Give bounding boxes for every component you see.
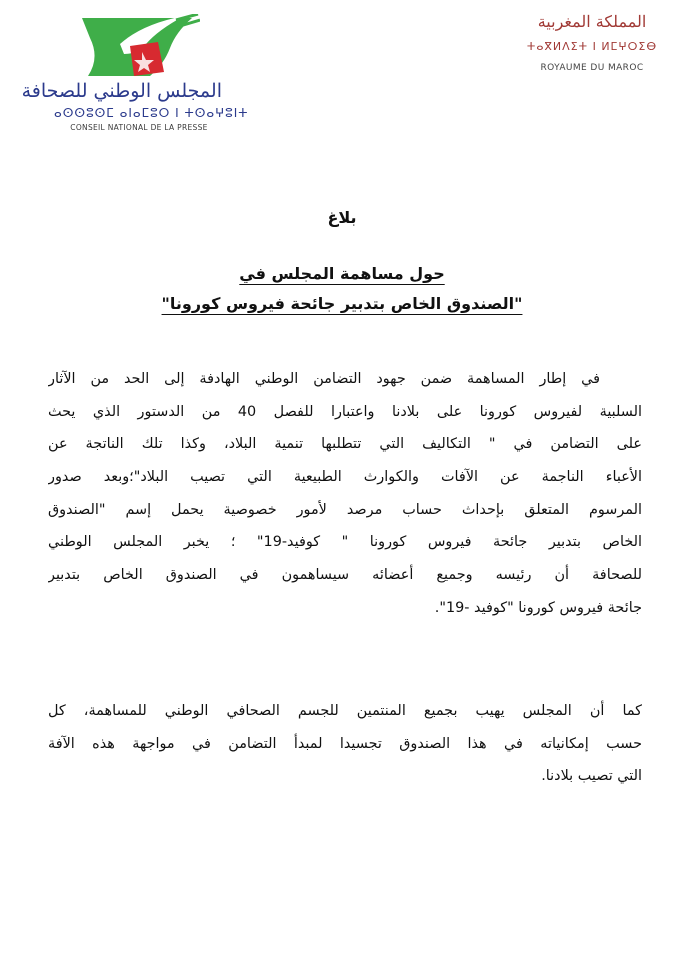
kingdom-french-name: ROYAUME DU MAROC xyxy=(540,63,644,73)
paragraph-2-line: حسب إمكانياته في هذا الصندوق تجسيدا لمبدأ التضامن في مواجهة هذه الآفة xyxy=(48,735,642,752)
document-subtitle-line-2: "الصندوق الخاص بتدبير جائحة فيروس كورونا" xyxy=(161,294,523,313)
paragraph-1-line: للصحافة أن رئيسه وجميع أعضائه سيساهمون في الصندوق الخاص بتدبير xyxy=(48,567,642,584)
paragraph-2-line: التي تصيب بلادنا. xyxy=(541,768,642,785)
cnp-emblem-icon xyxy=(80,14,200,86)
cnp-arabic-name: المجلس الوطني للصحافة xyxy=(21,80,222,102)
kingdom-header xyxy=(522,10,662,80)
paragraph-1-line: المرسوم المتعلق بإحداث حساب مرصد لأمور خصوصية يحمل إسم "الصندوق xyxy=(48,501,642,518)
document-title: بلاغ xyxy=(327,208,357,227)
kingdom-arabic-name: المملكة المغربية xyxy=(537,12,647,31)
paragraph-2 xyxy=(48,695,642,793)
paragraph-1-line: الخاص بتدبير جائحة فيروس كورونا " كوفيد-19" ؛ يخبر المجلس الوطني xyxy=(48,534,642,551)
paragraph-1-line: في إطار المساهمة ضمن جهود التضامن الوطني الهادفة إلى الحد من الآثار xyxy=(48,371,600,387)
paragraph-1-line: جائحة فيروس كورونا "كوفيد -19". xyxy=(434,599,642,616)
document-subtitle-line-1: حول مساهمة المجلس في xyxy=(239,264,445,283)
paragraph-1-line: على التضامن في " التكاليف التي تتطلبها تنمية البلاد، وكذا تلك الناتجة عن xyxy=(48,436,642,453)
paragraph-1-line: الأعباء الناجمة عن الآفات والكوارث الطبيعية التي تصيب البلاد"؛وبعد صدور xyxy=(48,469,642,486)
paragraph-1 xyxy=(48,363,642,625)
cnp-french-name: CONSEIL NATIONAL DE LA PRESSE xyxy=(70,123,208,132)
cnp-logo xyxy=(21,10,249,140)
paragraph-1-line: السلبية لفيروس كورونا على بلادنا واعتبارا للفصل 40 من الدستور الذي يحث xyxy=(48,403,642,420)
kingdom-tifinagh-name: ⵜⴰⴳⵍⴷⵉⵜ ⵏ ⵍⵎⵖⵔⵉⴱ xyxy=(526,40,658,53)
cnp-tifinagh-name: ⴰⵙⵙⵓⵙⵎ ⴰⵏⴰⵎⵓⵔ ⵏ ⵜⵙⴰⵖⵓⵏⵜ xyxy=(54,106,249,120)
paragraph-2-line: كما أن المجلس يهيب بجميع المنتمين للجسم الصحافي الوطني للمساهمة، كل xyxy=(48,703,642,719)
